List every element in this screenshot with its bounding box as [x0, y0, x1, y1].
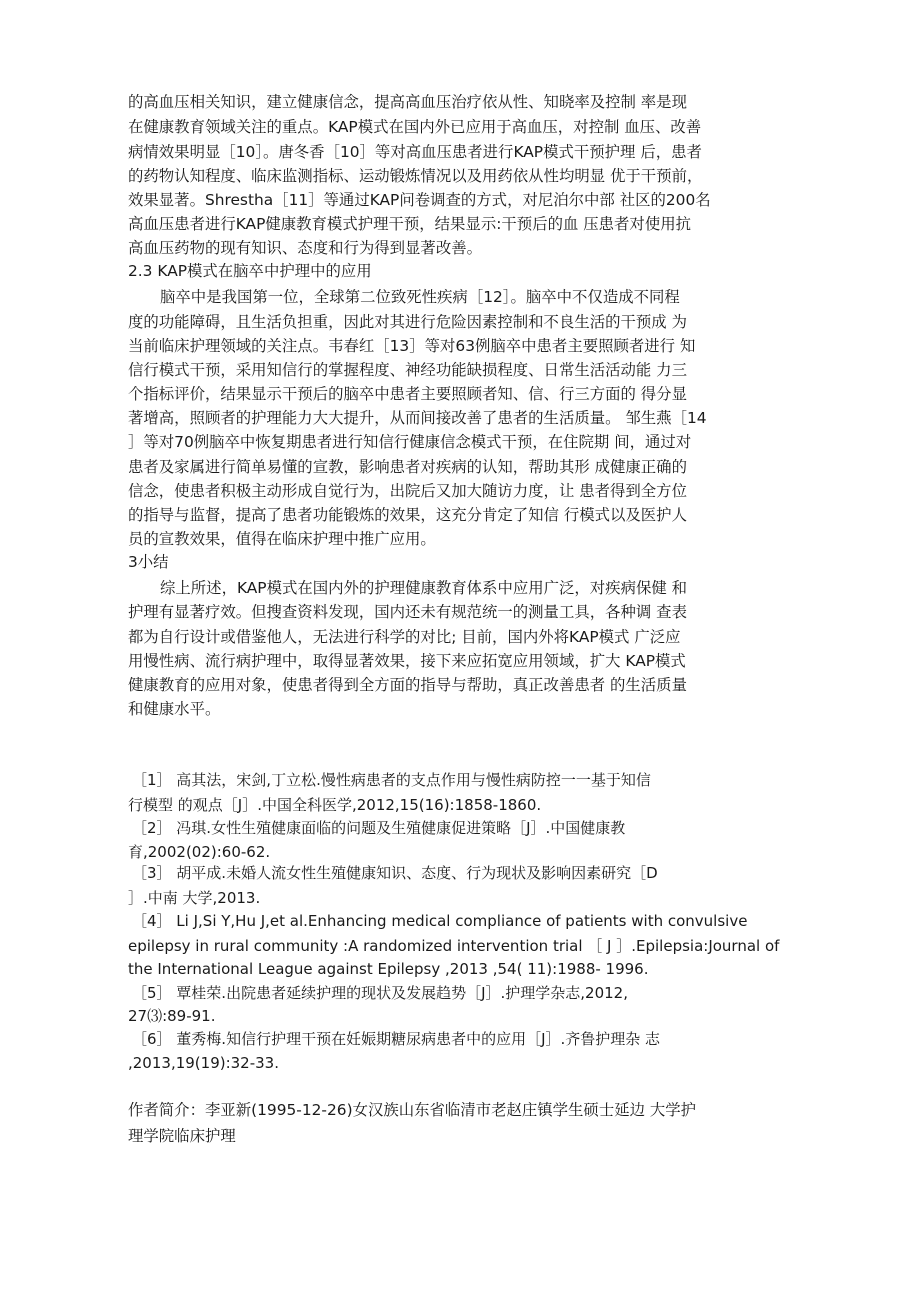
- body-line: 患者及家属进行简单易懂的宣教，影响患者对疾病的认知，帮助其形 成健康正确的: [128, 458, 687, 476]
- body-line: 度的功能障碍，且生活负担重，因此对其进行危险因素控制和不良生活的干预成 为: [128, 313, 687, 331]
- reference-line: ［2］ 冯琪.女性生殖健康面临的问题及生殖健康促进策略［J］.中国健康教: [132, 819, 626, 837]
- body-line: 和健康水平。: [128, 700, 221, 718]
- section-heading: 2.3 KAP模式在脑卒中护理中的应用: [128, 262, 372, 280]
- body-line: 在健康教育领域关注的重点。KAP模式在国内外已应用于高血压，对控制 血压、改善: [128, 118, 702, 136]
- body-line: 健康教育的应用对象，使患者得到全方面的指导与帮助，真正改善患者 的生活质量: [128, 676, 687, 694]
- body-line: 用慢性病、流行病护理中，取得显著效果，接下来应拓宽应用领域，扩大 KAP模式: [128, 652, 686, 670]
- body-line: 综上所述，KAP模式在国内外的护理健康教育体系中应用广泛，对疾病保健 和: [160, 579, 688, 597]
- body-line: 效果显著。Shrestha［11］等通过KAP问卷调查的方式，对尼泊尔中部 社区的200名: [128, 191, 711, 209]
- reference-line: ［3］ 胡平成.未婚人流女性生殖健康知识、态度、行为现状及影响因素研究［D: [132, 864, 658, 882]
- reference-line: epilepsy in rural community :A randomized intervention trial ［ J ］.Epilepsia:Journal of: [128, 937, 780, 955]
- body-line: 著增高，照顾者的护理能力大大提升，从而间接改善了患者的生活质量。 邹生燕［14: [128, 409, 707, 427]
- author-intro-line: 作者简介：李亚新(1995-12-26)女汉族山东省临清市老赵庄镇学生硕士延边 大学护: [128, 1101, 697, 1119]
- body-line: 的药物认知程度、临床监测指标、运动锻炼情况以及用药依从性均明显 优于干预前，: [128, 167, 703, 185]
- body-line: ］等对70例脑卒中恢复期患者进行知信行健康信念模式干预，在住院期 间，通过对: [128, 433, 692, 451]
- body-line: 都为自行设计或借鉴他人，无法进行科学的对比; 目前，国内外将KAP模式 广泛应: [128, 628, 681, 646]
- reference-line: ［6］ 董秀梅.知信行护理干预在妊娠期糖尿病患者中的应用［J］.齐鲁护理杂 志: [132, 1030, 661, 1048]
- body-line: 当前临床护理领域的关注点。韦春红［13］等对63例脑卒中患者主要照顾者进行 知: [128, 337, 696, 355]
- reference-line: 27⑶:89-91.: [128, 1007, 216, 1025]
- body-line: 个指标评价，结果显示干预后的脑卒中患者主要照顾者知、信、行三方面的 得分显: [128, 385, 687, 403]
- body-line: 高血压药物的现有知识、态度和行为得到显著改善。: [128, 239, 482, 257]
- body-line: 高血压患者进行KAP健康教育模式护理干预，结果显示:干预后的血 压患者对使用抗: [128, 215, 691, 233]
- reference-line: ［1］ 高其法，宋剑,丁立松.慢性病患者的支点作用与慢性病防控一一基于知信: [132, 771, 651, 789]
- body-line: 脑卒中是我国第一位，全球第二位致死性疾病［12］。脑卒中不仅造成不同程: [160, 288, 680, 306]
- reference-line: 行模型 的观点［J］.中国全科医学,2012,15(16):1858-1860.: [128, 796, 542, 814]
- body-line: 护理有显著疗效。但搜查资料发现，国内还未有规范统一的测量工具，各种调 查表: [128, 603, 687, 621]
- reference-line: ［5］ 覃桂荣.出院患者延续护理的现状及发展趋势［J］.护理学杂志,2012,: [132, 984, 628, 1002]
- author-intro-line: 理学院临床护理: [128, 1127, 236, 1145]
- reference-line: ］.中南 大学,2013.: [128, 889, 261, 907]
- body-line: 员的宣教效果，值得在临床护理中推广应用。: [128, 530, 436, 548]
- body-line: 的高血压相关知识，建立健康信念，提高高血压治疗依从性、知晓率及控制 率是现: [128, 93, 687, 111]
- reference-line: ［4］ Li J,Si Y,Hu J,et al.Enhancing medical compliance of patients with convulsive: [132, 912, 748, 930]
- reference-line: the International League against Epilepsy ,2013 ,54( 11):1988- 1996.: [128, 960, 649, 978]
- reference-line: ,2013,19(19):32-33.: [128, 1054, 279, 1072]
- body-line: 病情效果明显［10］。唐冬香［10］等对高血压患者进行KAP模式干预护理 后，患者: [128, 143, 702, 161]
- body-line: 的指导与监督，提高了患者功能锻炼的效果，这充分肯定了知信 行模式以及医护人: [128, 506, 687, 524]
- body-line: 信念，使患者积极主动形成自觉行为，出院后又加大随访力度，让 患者得到全方位: [128, 482, 687, 500]
- section-heading: 3小结: [128, 553, 169, 571]
- reference-line: 育,2002(02):60-62.: [128, 843, 271, 861]
- body-line: 信行模式干预，采用知信行的掌握程度、神经功能缺损程度、日常生活活动能 力三: [128, 361, 687, 379]
